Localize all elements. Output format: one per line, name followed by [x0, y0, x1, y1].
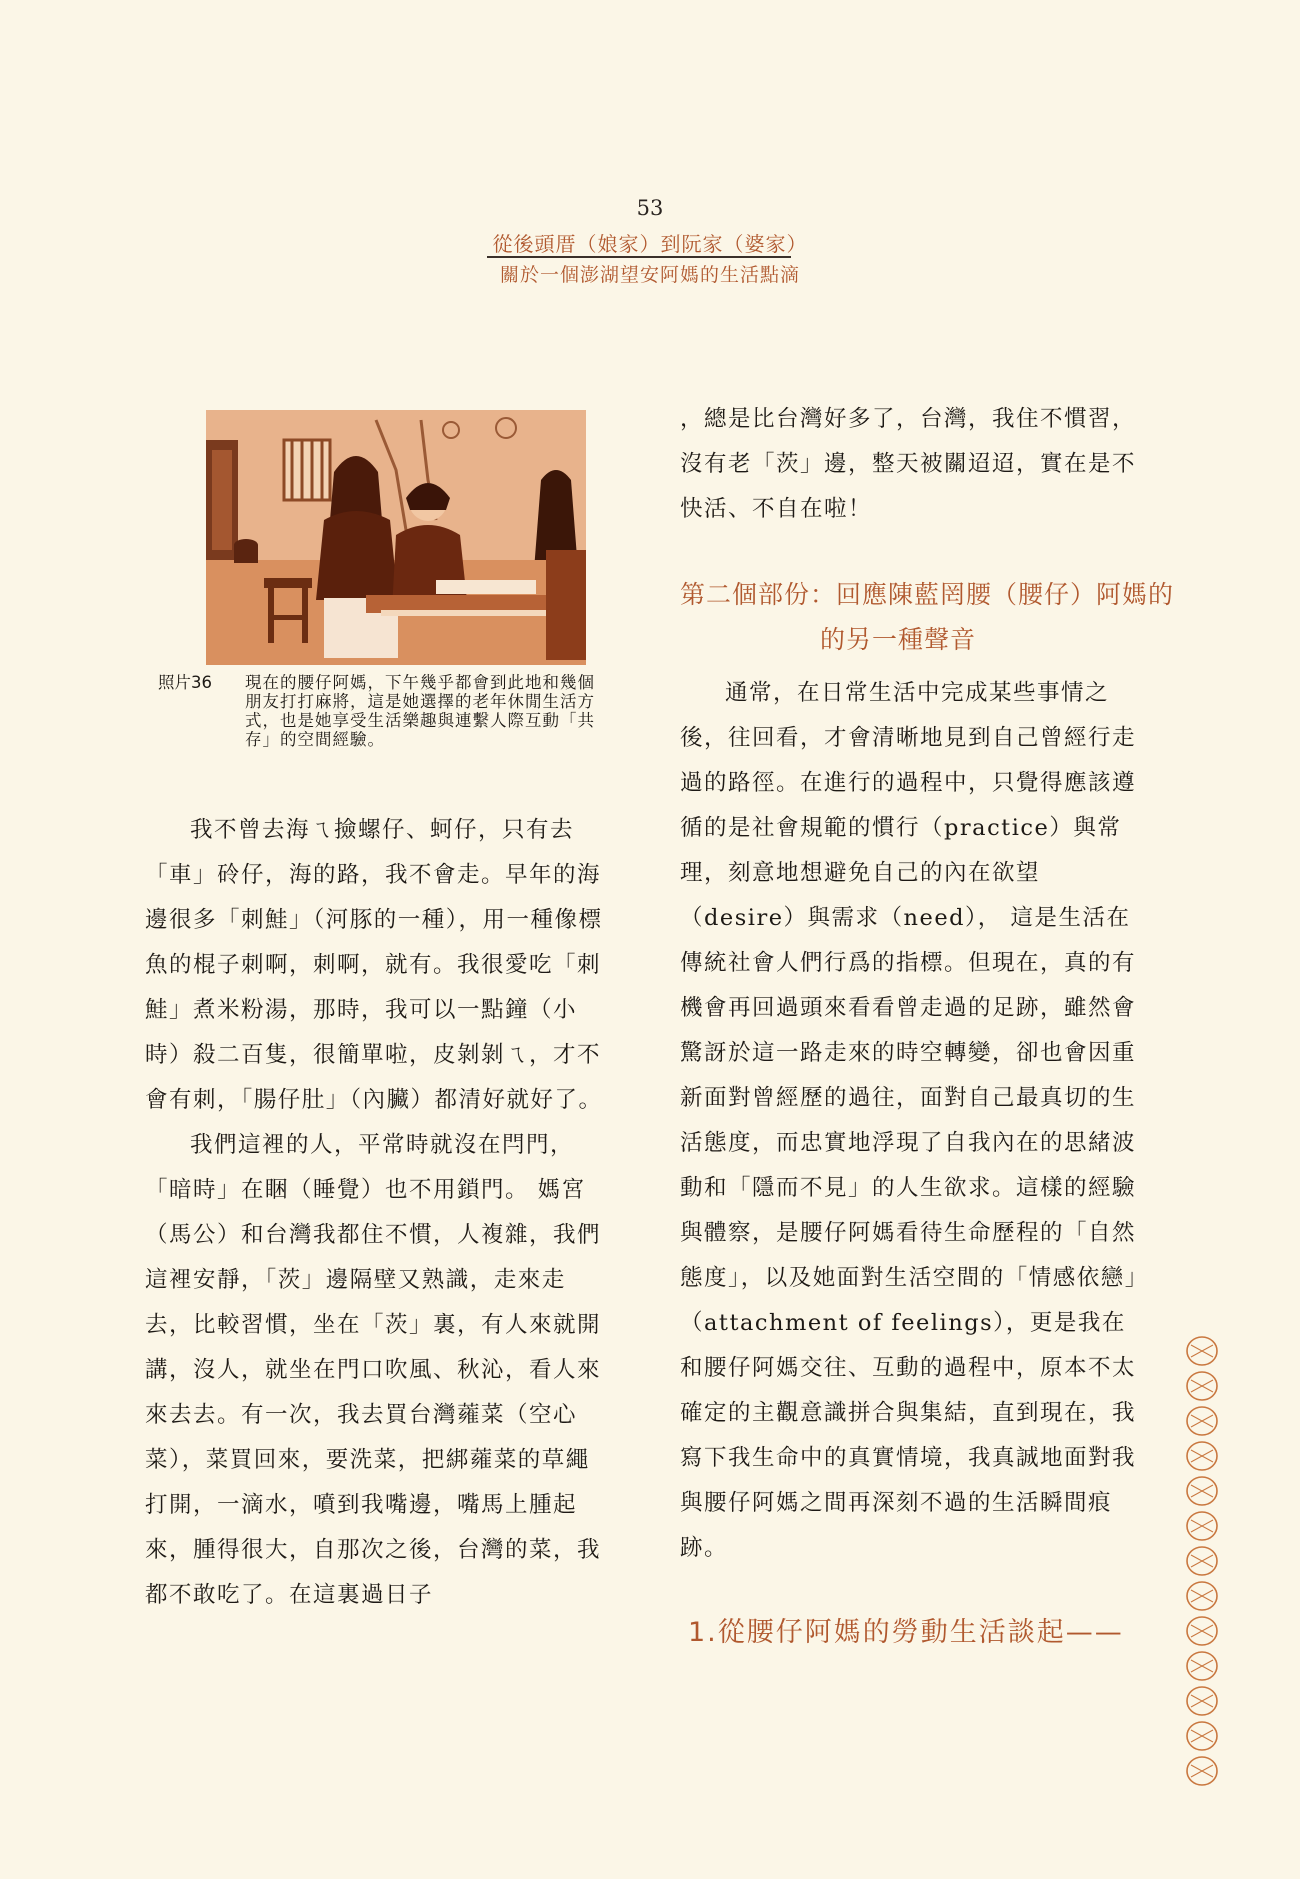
caption-label: 照片36 — [158, 673, 212, 692]
page-number: 53 — [636, 196, 664, 220]
running-header-title: 從後頭厝（娘家）到阮家（婆家） — [492, 232, 808, 256]
section-heading-line: 第二個部份：回應陳藍罔腰（腰仔）阿媽的 — [680, 580, 1175, 609]
photo-36 — [206, 410, 586, 665]
body-paragraph: ，總是比台灣好多了，台灣，我住不慣習，沒有老「茨」邊，整天被關迢迢，實在是不快活、不自在啦！ — [680, 406, 1137, 522]
section-heading — [680, 572, 1175, 662]
left-column — [145, 808, 605, 1618]
caption-text: 現在的腰仔阿媽，下午幾乎都會到此地和幾個朋友打打麻將，這是她選擇的老年休閒生活方式，也是她享受生活樂趣與連繫人際互動「共存」的空間經驗。 — [245, 673, 595, 749]
right-column — [680, 671, 1140, 1571]
body-paragraph: 我不曾去海ㄟ撿螺仔、蚵仔，只有去「車」砱仔，海的路，我不會走。早年的海邊很多「刺鮭」（河豚的一種），用一種像標魚的棍子刺啊，刺啊，就有。我很愛吃「刺鮭」煮米粉湯，那時，我可以一點鐘（小時）殺二百隻，很簡單啦，皮剝剝ㄟ，才不會有刺，「腸仔肚」（內臟）都清好就好了。 — [145, 817, 603, 1113]
decorative-ornament-strip — [1183, 1335, 1221, 1799]
right-column-continuation — [680, 397, 1140, 532]
body-paragraph: 我們這裡的人，平常時就沒在閂門，「暗時」在睏（睡覺）也不用鎖門。 媽宮（馬公）和台灣我都住不慣，人複雜，我們這裡安靜，「茨」邊隔壁又熟識，走來走去，比較習慣，坐在「茨」裏，有人來就開講，沒人，就坐在門口吹風、秋沁，看人來來去去。有一次，我去買台灣蕹菜（空心菜），菜買回來，要洗菜，把綁蕹菜的草繩打開，一滴水，噴到我嘴邊，嘴馬上腫起來，腫得很大，自那次之後，台灣的菜，我都不敢吃了。在這裏過日子 — [145, 1132, 602, 1608]
subsection-heading: 1.從腰仔阿媽的勞動生活談起—— — [688, 1617, 1124, 1648]
header-divider — [487, 256, 791, 258]
section-heading-line: 的另一種聲音 — [820, 625, 977, 654]
body-paragraph: 通常，在日常生活中完成某些事情之後，往回看，才會清晰地見到自己曾經行走過的路徑。在進行的過程中，只覺得應該遵循的是社會規範的慣行（practice）與常理，刻意地想避免自己的內在欲望（desire）與需求（need）， 這是生活在傳統社會人們行爲的指標。但現在，真的有機會再回過頭來看看曾走過的足跡，雖然會驚訝於這一路走來的時空轉變，卻也會因重新面對曾經歷的過往，面對自己最真切的生活態度，而忠實地浮現了自我內在的思緒波動和「隱而不見」的人生欲求。這樣的經驗與體察，是腰仔阿媽看待生命歷程的「自然態度」，以及她面對生活空間的「情感依戀」（attachment of feelings），更是我在和腰仔阿媽交往、互動的過程中，原本不太確定的主觀意識拼合與集結，直到現在，我寫下我生命中的真實情境，我真誠地面對我與腰仔阿媽之間再深刻不過的生活瞬間痕跡。 — [680, 680, 1138, 1561]
running-header-subtitle: 關於一個澎湖望安阿媽的生活點滴 — [499, 264, 800, 286]
